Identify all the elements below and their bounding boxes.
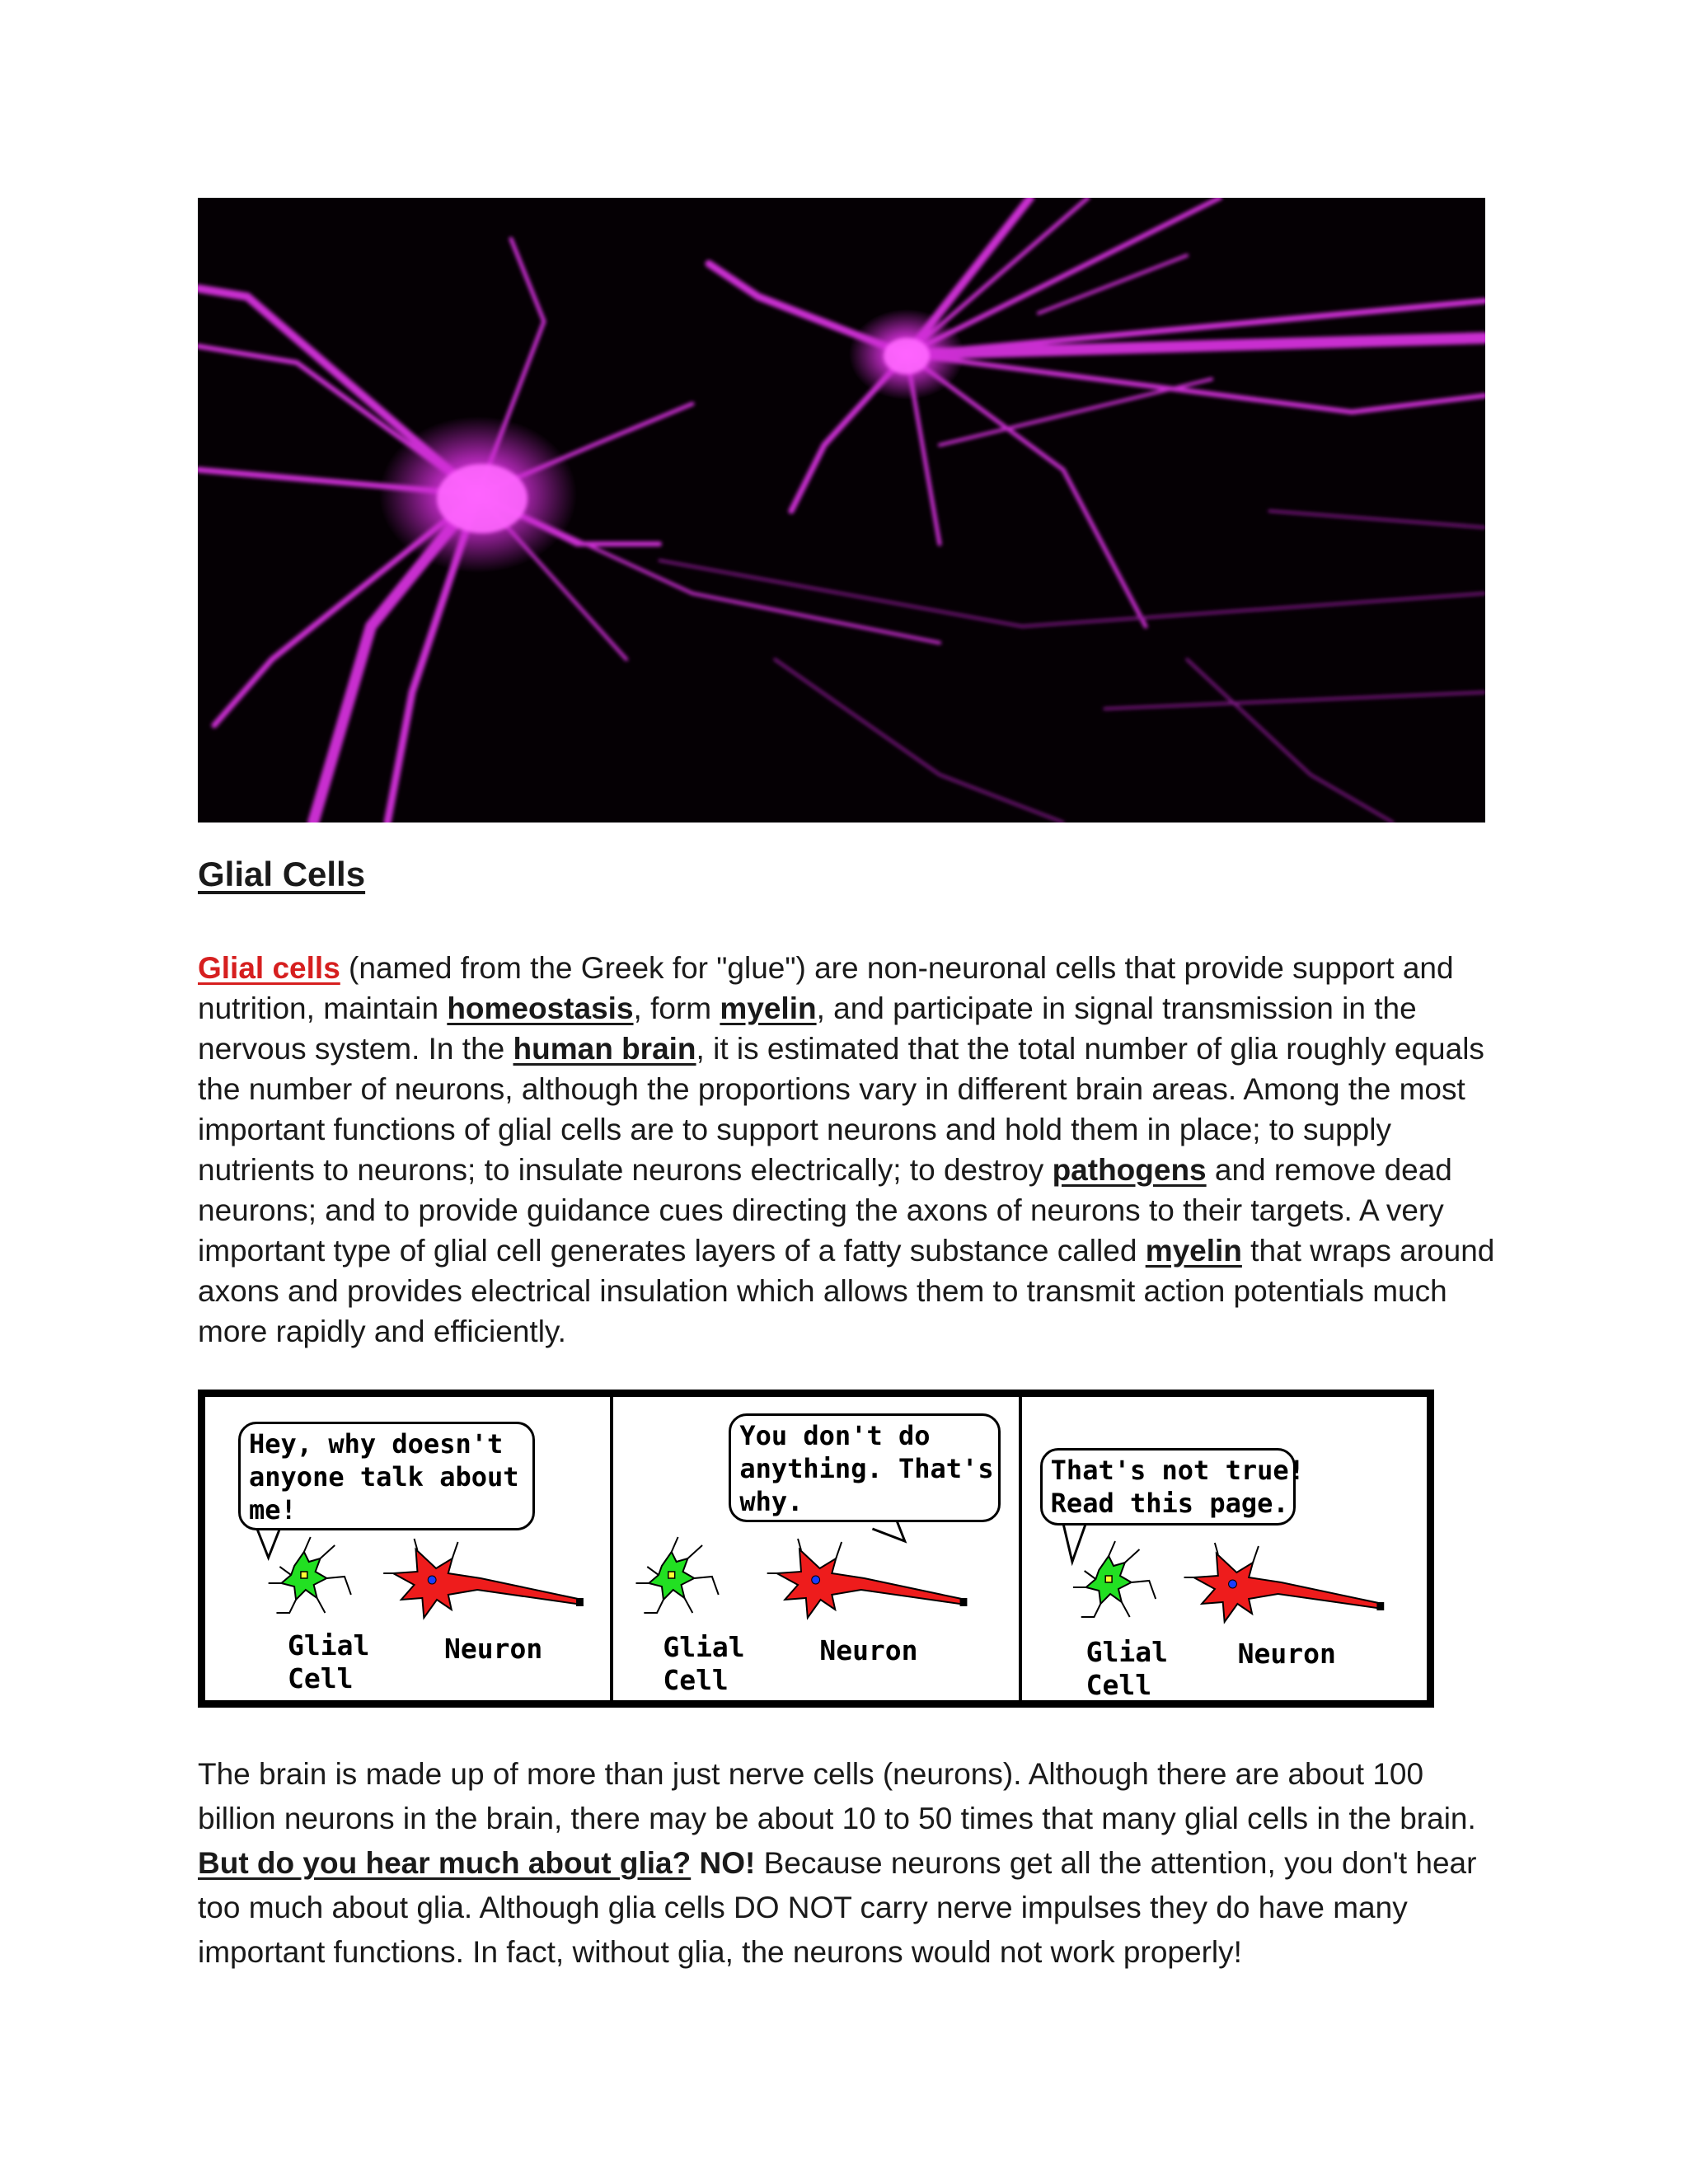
- label-line: Glial: [288, 1629, 370, 1661]
- link-homeostasis[interactable]: homeostasis: [447, 991, 634, 1025]
- label-line: Glial: [1085, 1636, 1168, 1668]
- text-run: and remove dead neurons; and to provide guidance cues directing the axons of neurons to their targets. A very important type of glial cell generates layers of a fatty substance called: [198, 1153, 1452, 1268]
- glial-cell-label: [288, 1629, 369, 1695]
- glial-cell-label: [1086, 1636, 1168, 1700]
- comic-panel-3: [1022, 1397, 1427, 1700]
- link-human-brain[interactable]: human brain: [513, 1032, 696, 1066]
- neuron-icon: [383, 1539, 584, 1618]
- speech-bubble-2: [729, 1413, 1001, 1522]
- neuron-icon: [1184, 1543, 1384, 1622]
- glial-cell-label: [663, 1631, 744, 1697]
- bubble-line: Read this page.: [1050, 1488, 1289, 1519]
- answer-emphasis: NO!: [699, 1846, 756, 1880]
- text-run: [691, 1846, 699, 1880]
- text-run: Because neurons get all the attention, you don't hear too much about glia. Although glia cells DO NOT carry nerve impulses they do have many important functions. In fact, without glia, the neurons would not work properly!: [198, 1846, 1477, 1969]
- bubble-line: That's not true!: [1050, 1455, 1305, 1486]
- bubble-line: me!: [249, 1494, 297, 1526]
- bubble-line: Hey, why doesn't: [249, 1428, 504, 1460]
- bubble-line: anything. That's: [739, 1453, 994, 1484]
- micrograph-art: [198, 198, 1485, 823]
- glial-cell-icon: [1073, 1541, 1156, 1617]
- link-glial-cells[interactable]: Glial cells: [198, 951, 340, 985]
- bubble-line: why.: [739, 1486, 804, 1517]
- bubble-line: You don't do: [739, 1420, 931, 1451]
- text-run: that wraps around axons and provides electrical insulation which allows them to transmit action potentials much more rapidly and efficiently.: [198, 1234, 1495, 1348]
- text-run: , and participate in signal transmission in the nervous system. In the: [198, 991, 1417, 1066]
- neuron-icon: [767, 1539, 968, 1618]
- label-line: Cell: [288, 1662, 354, 1694]
- label-line: Glial: [663, 1631, 745, 1663]
- astrocyte-micrograph: [198, 198, 1485, 823]
- label-line: Cell: [1085, 1669, 1152, 1700]
- link-myelin-2[interactable]: myelin: [1145, 1234, 1242, 1268]
- neuron-label: Neuron: [819, 1634, 918, 1666]
- question-emphasis: But do you hear much about glia?: [198, 1846, 692, 1880]
- bubble-line: anyone talk about: [249, 1461, 519, 1493]
- text-run: , form: [633, 991, 720, 1025]
- comic-panel-1: [205, 1397, 613, 1700]
- speech-bubble-3: [1040, 1448, 1305, 1526]
- text-run: (named from the Greek for "glue") are non-neuronal cells that provide support and nutrition, maintain: [198, 951, 1454, 1025]
- neuron-label: Neuron: [444, 1633, 543, 1665]
- neuron-label: Neuron: [1237, 1638, 1336, 1670]
- intro-paragraph: [198, 948, 1500, 1352]
- comic-panel-2: [613, 1397, 1021, 1700]
- speech-bubble-1: [238, 1422, 535, 1530]
- glial-cell-icon: [269, 1537, 351, 1613]
- closing-paragraph: [198, 1752, 1500, 1975]
- panel-3-art: [1022, 1397, 1427, 1700]
- comic-strip: [198, 1390, 1434, 1708]
- link-myelin[interactable]: myelin: [720, 991, 817, 1025]
- glial-cell-icon: [636, 1537, 719, 1613]
- label-line: Cell: [663, 1664, 729, 1696]
- page-title: Glial Cells: [198, 855, 366, 893]
- text-run: , it is estimated that the total number of glia roughly equals the number of neurons, although the proportions vary in different brain areas. Among the most important functions of glial cells are to support neurons and hold them in place; to supply nutrients to neurons; to insulate neurons electrically; to destroy: [198, 1032, 1484, 1187]
- text-run: The brain is made up of more than just nerve cells (neurons). Although there are about 100 billion neurons in the brain, there may be about 10 to 50 times that many glial cells in the brain.: [198, 1757, 1476, 1835]
- link-pathogens[interactable]: pathogens: [1052, 1153, 1207, 1187]
